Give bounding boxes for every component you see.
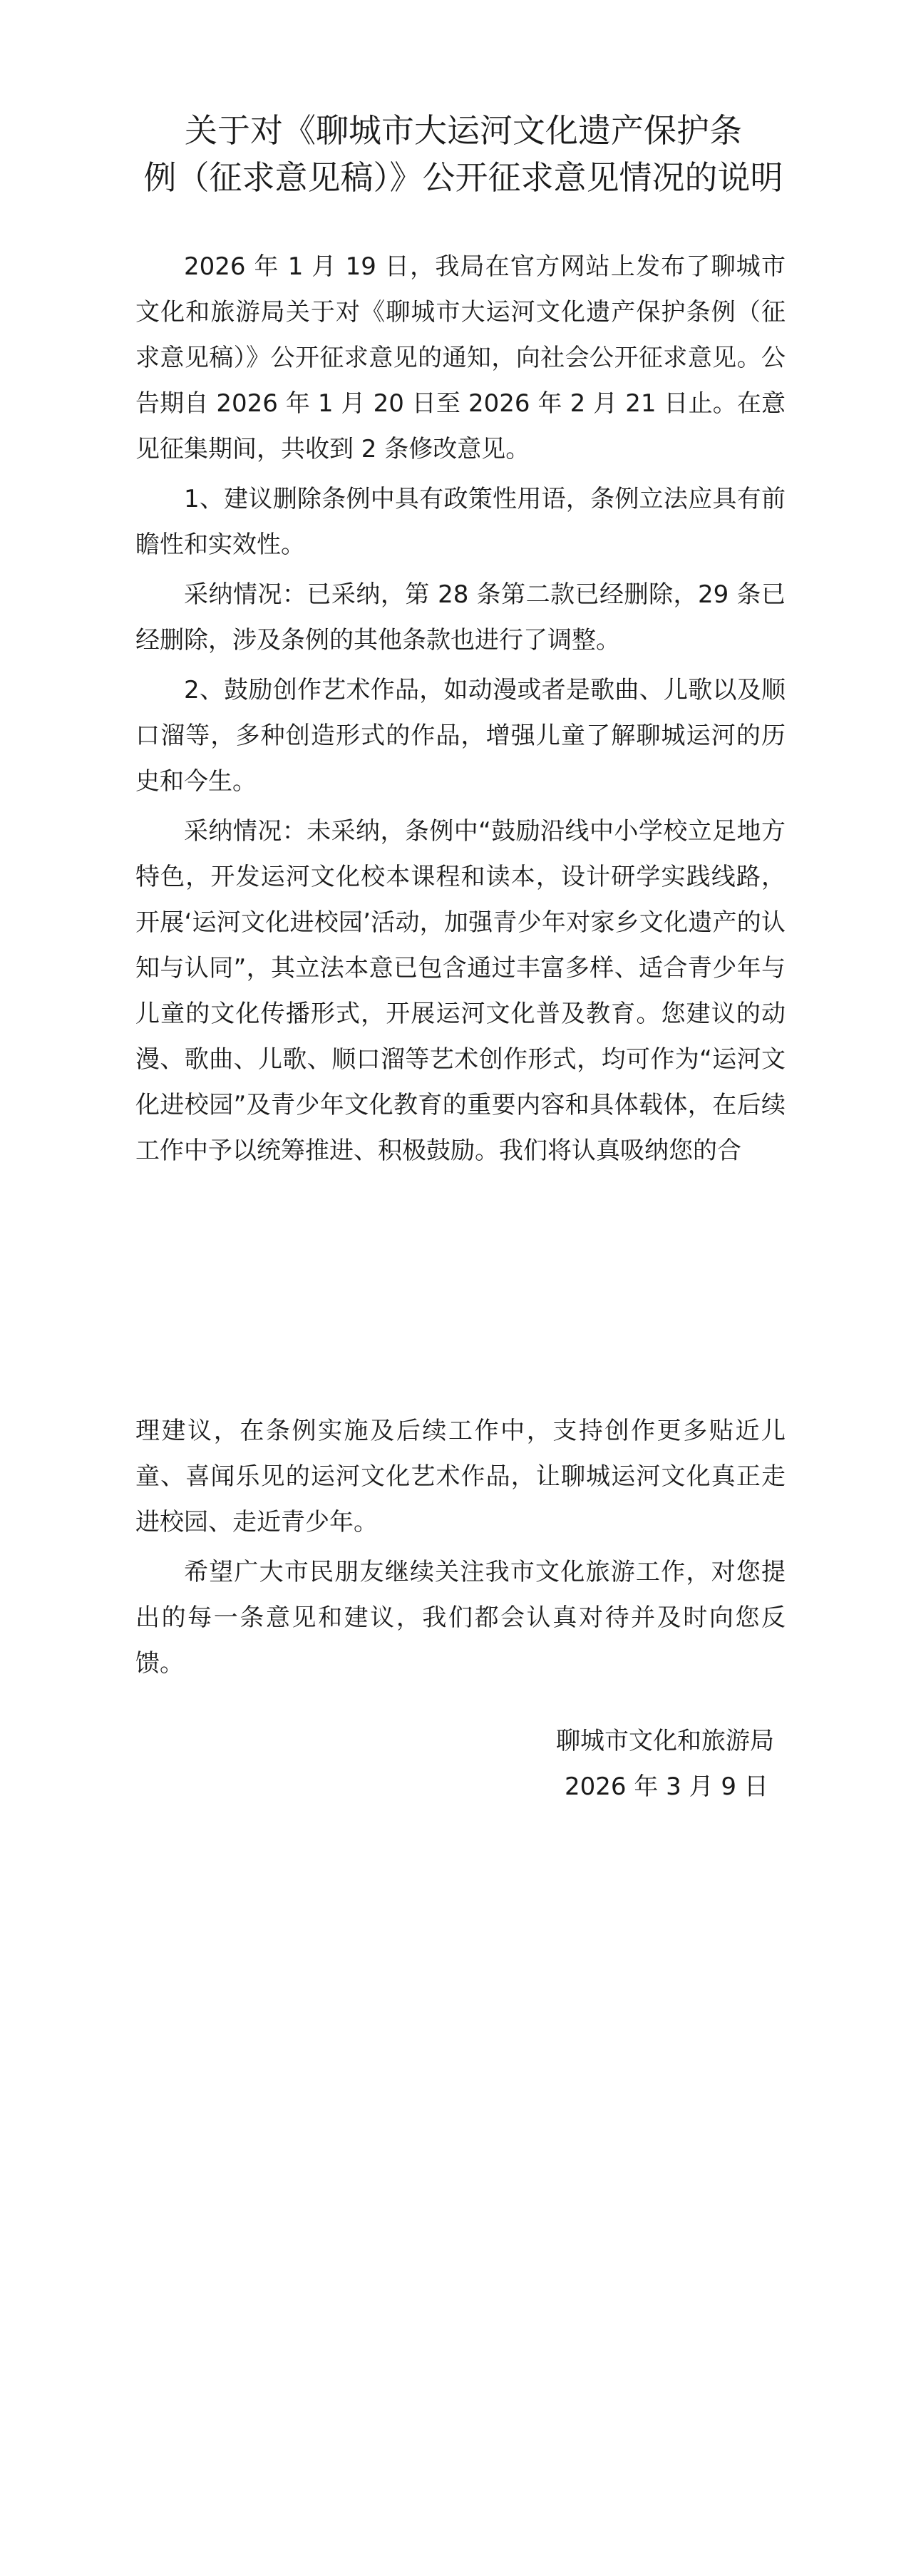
paragraph-closing: 希望广大市民朋友继续关注我市文化旅游工作，对您提出的每一条意见和建议，我们都会认真对待并及时向您反馈。	[135, 1558, 786, 1678]
signature-block	[556, 1718, 798, 1810]
paragraph-adoption-2-continued: 理建议，在条例实施及后续工作中，支持创作更多贴近儿童、喜闻乐见的运河文化艺术作品，让聊城运河文化真正走进校园、走近青少年。	[135, 1417, 786, 1536]
body-section-2	[135, 1408, 786, 1690]
title-line-2: 例（征求意见稿）》公开征求意见情况的说明	[143, 158, 783, 197]
paragraph-adoption-1: 采纳情况：已采纳，第 28 条第二款已经删除，29 条已经删除，涉及条例的其他条款也进行了调整。	[135, 580, 786, 655]
paragraph-opinion-1: 1、建议删除条例中具有政策性用语，条例立法应具有前瞻性和实效性。	[135, 485, 786, 559]
body-section-1	[135, 244, 786, 1178]
paragraph-opinion-2: 2、鼓励创作艺术作品，如动漫或者是歌曲、儿歌以及顺口溜等，多种创造形式的作品，增强儿童了解聊城运河的历史和今生。	[135, 676, 786, 796]
paragraph-intro: 2026 年 1 月 19 日，我局在官方网站上发布了聊城市文化和旅游局关于对《聊城市大运河文化遗产保护条例（征求意见稿）》公开征求意见的通知，向社会公开征求意见。公告期自 2026 年 1 月 20 日至 2026 年 2 月 21 日止。在意见征集期间，共收到 2 条修改意见。	[135, 252, 786, 463]
document-title	[135, 107, 791, 201]
signature-organization: 聊城市文化和旅游局	[556, 1727, 774, 1755]
signature-date: 2026 年 3 月 9 日	[565, 1772, 768, 1801]
paragraph-adoption-2: 采纳情况：未采纳，条例中“鼓励沿线中小学校立足地方特色，开发运河文化校本课程和读本，设计研学实践线路，开展‘运河文化进校园’活动，加强青少年对家乡文化遗产的认知与认同”，其立法本意已包含通过丰富多样、适合青少年与儿童的文化传播形式，开展运河文化普及教育。您建议的动漫、歌曲、儿歌、顺口溜等艺术创作形式，均可作为“运河文化进校园”及青少年文化教育的重要内容和具体载体，在后续工作中予以统筹推进、积极鼓励。我们将认真吸纳您的合	[135, 817, 786, 1165]
title-line-1: 关于对《聊城市大运河文化遗产保护条	[185, 111, 742, 150]
